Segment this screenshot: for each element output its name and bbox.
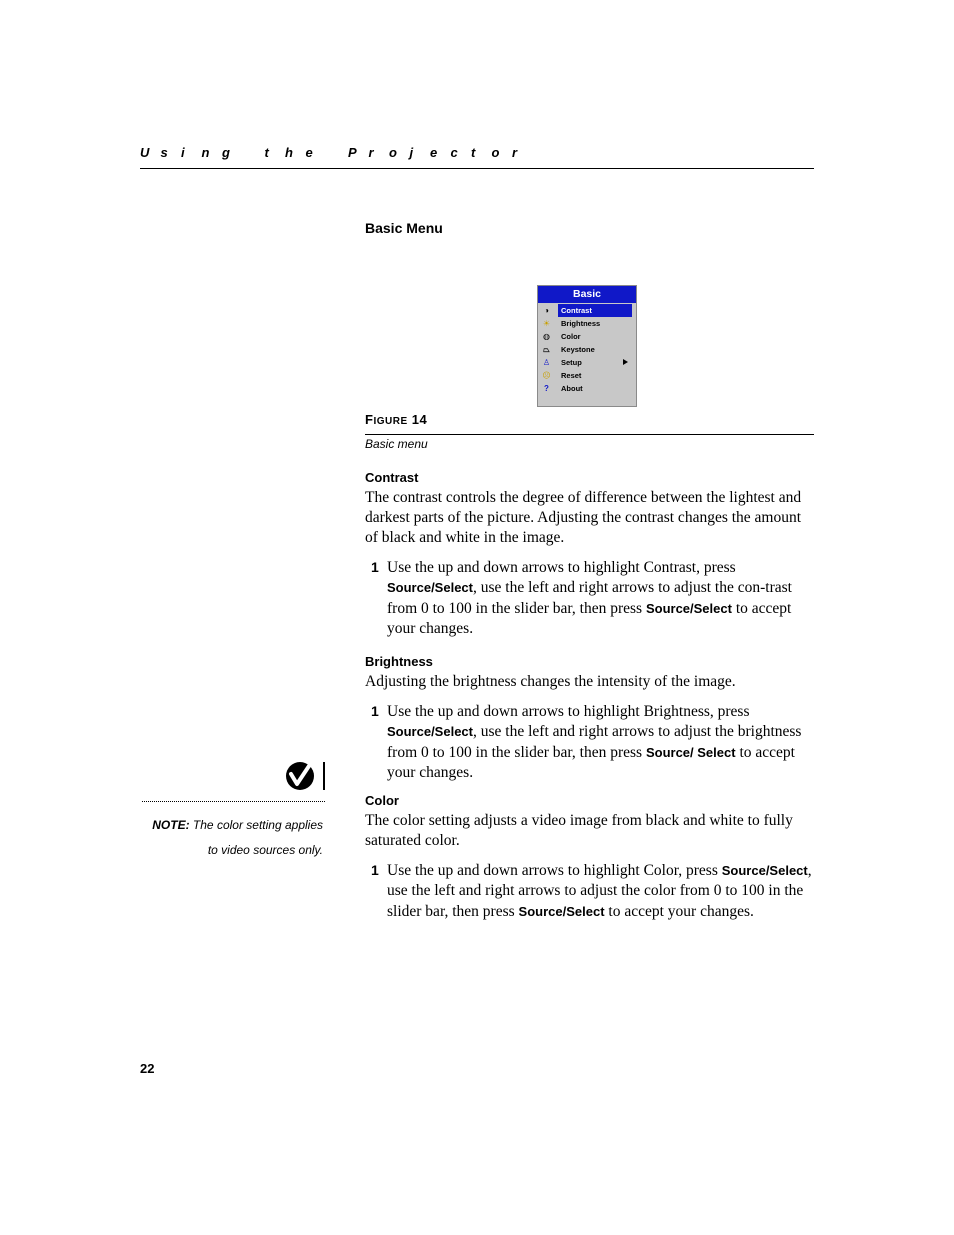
help-icon: ? [544, 384, 549, 393]
note-line-2: to video sources only. [207, 843, 323, 857]
page-number: 22 [140, 1061, 155, 1076]
menu-item-label: Setup [561, 358, 582, 367]
menu-item-color[interactable] [538, 330, 636, 343]
header-rule [140, 168, 814, 169]
menu-item-contrast[interactable] [538, 304, 636, 317]
brightness-step: Use the up and down arrows to highlight Brightness, press Source/Select, use the left and right arrows to adjust the brightness from 0 to 100 in the slider bar, then press Source/ Select to accept your changes. [387, 703, 802, 781]
contrast-icon: ◑ [544, 306, 549, 315]
contrast-step-number: 1 [371, 559, 379, 575]
header-letter: t [471, 145, 476, 160]
header-letter: t [264, 145, 269, 160]
menu-item-reset[interactable] [538, 369, 636, 382]
header-letter: n [201, 145, 210, 160]
brightness-heading: Brightness [365, 654, 433, 669]
header-letter: r [368, 145, 374, 160]
menu-item-about[interactable] [538, 382, 636, 395]
color-step-number: 1 [371, 862, 379, 878]
contrast-body: The contrast controls the degree of difference between the lightest and darkest parts of the picture. Adjusting the contrast changes the amount of black and white in the image. [365, 489, 802, 546]
header-letter: P [348, 145, 357, 160]
menu-item-keystone[interactable] [538, 343, 636, 356]
color-body: The color setting adjusts a video image from black and white to fully saturated color. [365, 812, 793, 849]
contrast-step: Use the up and down arrows to highlight Contrast, press Source/Select, use the left and right arrows to adjust the con-trast from 0 to 100 in the slider bar, then press Source/Select to accept your changes. [387, 559, 792, 637]
menu-item-label: Brightness [561, 319, 601, 328]
menu-item-label: Keystone [561, 345, 595, 354]
brightness-body: Adjusting the brightness changes the intensity of the image. [365, 673, 736, 690]
color-icon: ◍ [543, 332, 550, 341]
header-letter: s [160, 145, 168, 160]
header-letter: c [450, 145, 458, 160]
header-letter: h [285, 145, 293, 160]
header-letter: r [512, 145, 518, 160]
note-check-icon [284, 760, 328, 792]
menu-item-setup[interactable] [538, 356, 636, 369]
header-letter: i [181, 145, 185, 160]
section-title: Basic Menu [365, 220, 443, 236]
submenu-arrow-icon [623, 359, 628, 365]
figure-rule [365, 434, 814, 435]
header-letter: o [389, 145, 397, 160]
menu-item-label: Reset [561, 371, 582, 380]
basic-menu-figure [537, 285, 637, 407]
keystone-icon: ⏢ [543, 345, 550, 354]
brightness-icon: ☀ [542, 319, 551, 328]
menu-item-brightness[interactable] [538, 317, 636, 330]
menu-item-label: About [561, 384, 583, 393]
header-letter: j [409, 145, 414, 160]
brightness-step-number: 1 [371, 703, 379, 719]
menu-item-label: Contrast [558, 304, 632, 317]
color-heading: Color [365, 793, 399, 808]
header-letter: e [305, 145, 313, 160]
menu-item-label: Color [561, 332, 581, 341]
running-header [140, 145, 533, 160]
note-divider [142, 801, 325, 802]
header-letter: g [222, 145, 230, 160]
color-step: Use the up and down arrows to highlight Color, press Source/Select, use the left and right arrows to adjust the color from 0 to 100 in the slider bar, then press Source/Select to accept your changes. [387, 862, 812, 920]
header-letter: o [491, 145, 500, 160]
menu-title: Basic [538, 286, 636, 303]
header-letter: U [140, 145, 150, 160]
contrast-heading: Contrast [365, 470, 419, 485]
header-letter: e [430, 145, 438, 160]
figure-label: FIGURE 14 [365, 412, 428, 427]
reset-icon: ☹ [542, 371, 551, 380]
note-line-1: NOTE: The color setting applies [152, 818, 323, 832]
figure-caption: Basic menu [365, 437, 428, 451]
setup-icon: ♙ [542, 358, 551, 367]
